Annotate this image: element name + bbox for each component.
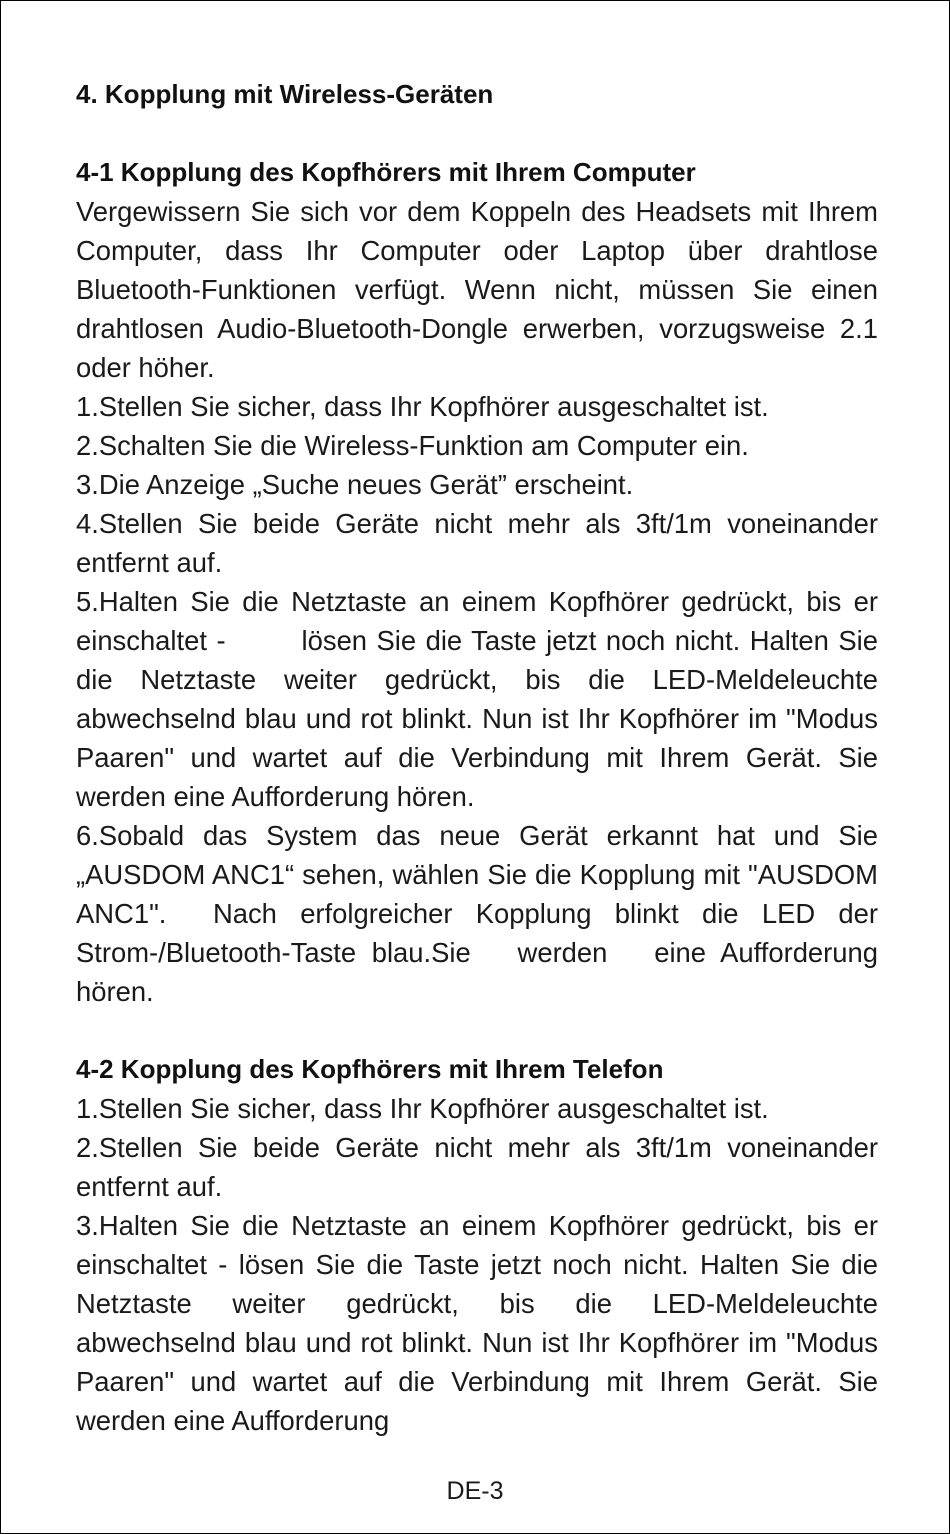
step-1: 1.Stellen Sie sicher, dass Ihr Kopfhörer ausgeschaltet ist. [76, 1093, 769, 1124]
page-number: DE-3 [446, 1477, 504, 1505]
intro-paragraph: Vergewissern Sie sich vor dem Koppeln des Headsets mit Ihrem Computer, dass Ihr Computer oder Laptop über drahtlose Bluetooth-Funktionen verfügt. Wenn nicht, müssen Sie einen drahtlosen Audio-Bluetooth-Dongle erwerben, vorzugsweise 2.1 oder höher. [76, 196, 878, 383]
step-2: 2.Stellen Sie beide Geräte nicht mehr als 3ft/1m voneinander entfernt auf. [76, 1132, 878, 1202]
step-2: 2.Schalten Sie die Wireless-Funktion am Computer ein. [76, 430, 749, 461]
step-3: 3.Halten Sie die Netztaste an einem Kopfhörer gedrückt, bis er einschaltet - lösen Sie die Taste jetzt noch nicht. Halten Sie die Netztaste weiter gedrückt, bis die LED-Meldeleuchte abwechselnd blau und rot blinkt. Nun ist Ihr Kopfhörer im "Modus Paaren" und wartet auf die Verbindung mit Ihrem Gerät. Sie werden eine Aufforderung [76, 1210, 878, 1436]
step-5: 5.Halten Sie die Netztaste an einem Kopfhörer gedrückt, bis er einschaltet - lösen Sie die Taste jetzt noch nicht. Halten Sie die Netztaste weiter gedrückt, bis die LED-Meldeleuchte abwechselnd blau und rot blinkt. Nun ist Ihr Kopfhörer im "Modus Paaren" und wartet auf die Verbindung mit Ihrem Gerät. Sie werden eine Aufforderung hören. [76, 586, 886, 812]
chapter-title: 4. Kopplung mit Wireless-Geräten [76, 79, 494, 109]
section-computer-pairing [76, 153, 886, 1011]
section-heading-computer: 4-1 Kopplung des Kopfhörers mit Ihrem Computer [76, 157, 696, 187]
section-heading-phone: 4-2 Kopplung des Kopfhörers mit Ihrem Telefon [76, 1054, 664, 1084]
step-1: 1.Stellen Sie sicher, dass Ihr Kopfhörer ausgeschaltet ist. [76, 391, 769, 422]
step-3: 3.Die Anzeige „Suche neues Gerät” erscheint. [76, 469, 634, 500]
step-4: 4.Stellen Sie beide Geräte nicht mehr als 3ft/1m voneinander entfernt auf. [76, 508, 878, 578]
step-6: 6.Sobald das System das neue Gerät erkannt hat und Sie „AUSDOM ANC1“ sehen, wählen Sie die Kopplung mit "AUSDOM ANC1". Nach erfolgreicher Kopplung blinkt die LED der Strom-/Bluetooth-Taste blau.Sie werden eine Aufforderung hören. [76, 820, 886, 1007]
page-content [76, 75, 886, 1440]
section-phone-pairing [76, 1050, 878, 1440]
